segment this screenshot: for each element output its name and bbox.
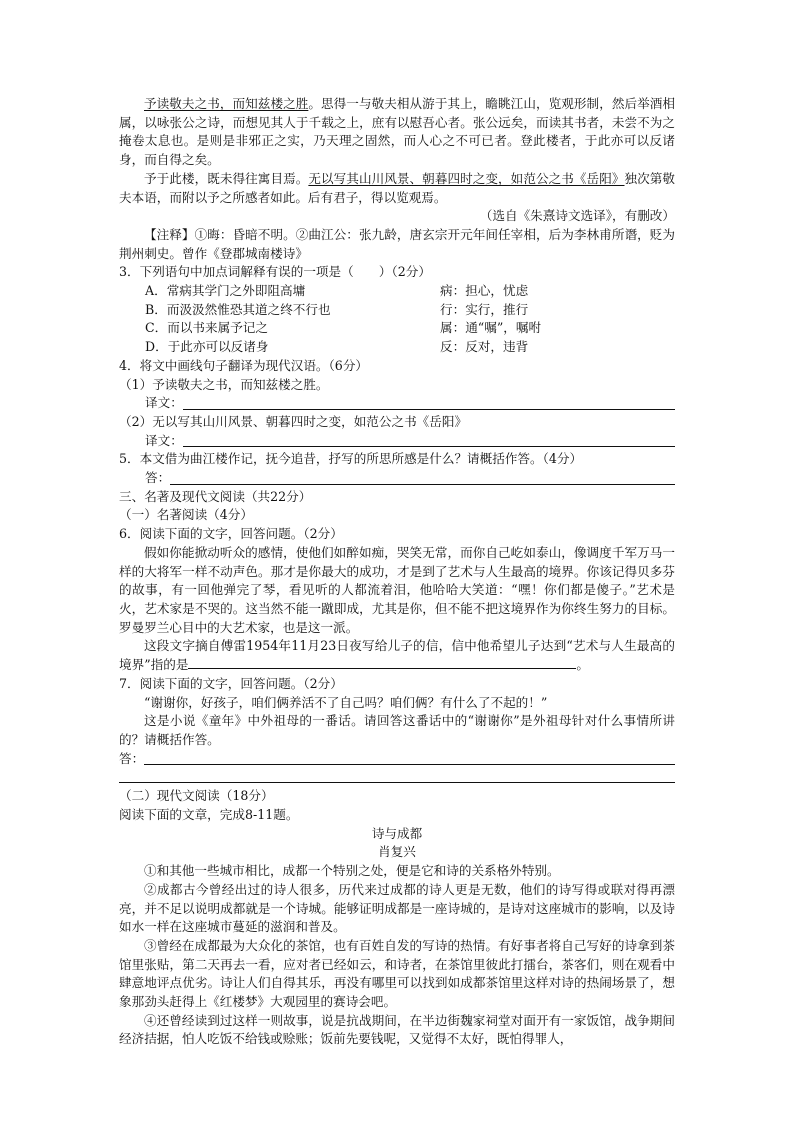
translation-1-blank[interactable] <box>183 395 675 410</box>
article-paragraph-4: ④还曾经读到过这样一则故事，说是抗战期间，在半边街魏家祠堂对面开有一家饭馆，战争期间经济拮据，怕人吃饭不给钱或赊账；饭前先要钱呢，又觉得不太好，既怕得罪人， <box>119 1012 675 1047</box>
q5-stem: 5．本文借为曲江楼作记，抚今追昔，抒写的所思所感是什么？请概括作答。（4分） <box>119 451 583 467</box>
q3-option-a: A．常病其学门之外即阻高墉 病：担心，忧虑 <box>145 283 529 299</box>
translation-2-blank[interactable] <box>183 432 675 447</box>
q7-question: 这是小说《童年》中外祖母的一番话。请回答这番话中的“谢谢你”是外祖母针对什么事情所讲的？请概括作答。 <box>119 713 675 747</box>
q7-answer-blank-1[interactable] <box>144 750 675 765</box>
q7-answer: 答： <box>119 750 675 769</box>
q3-option-b: B．而汲汲然惟恐其道之终不行也 行：实行，推行 <box>145 301 529 317</box>
q3-stem: 3．下列语句中加点词解释有误的一项是（ ）（2分） <box>119 264 431 280</box>
article-paragraph-2: ②成都古今曾经出过的诗人很多，历代来过成都的诗人更是无数，他们的诗写得或联对得再漂亮，并不足以说明成都就是一个诗城。能够证明成都是一座诗城的，是诗对这座城市的影响，以及诗如水一样在这座城市蔓延的滋润和普及。 <box>119 881 675 935</box>
q7-answer-blank-2[interactable] <box>119 768 675 783</box>
passage-paragraph-2: 予于此楼，既未得往寓目焉。无以写其山川风景、朝暮四时之变，如范公之书《岳阳》独次第敬夫本语，而附以予之所感者如此。后有君子，得以览观焉。 <box>119 170 676 205</box>
underlined-sentence-2: 无以写其山川风景、朝暮四时之变，如范公之书《岳阳》 <box>308 170 625 186</box>
passage-note: 【注释】①晦：昏暗不明。②曲江公：张九龄，唐玄宗开元年间任宰相，后为李林甫所谮，贬为荆州刺史。曾作《登郡城南楼诗》 <box>119 226 675 261</box>
section-3-sub-1: （一）名著阅读（4分） <box>119 507 253 523</box>
article-paragraph-3: ③曾经在成都最为大众化的茶馆，也有百姓自发的写诗的热情。有好事者将自己写好的诗拿到茶馆里张贴，第二天再去一看，应对者已经如云，和诗者，在茶馆里彼此打擂台，茶客们，则在观看中肆意地评点优劣。诗让人们自得其乐，再没有哪里可以找到如成都茶馆里这样对诗的热闹场景了，想象那劲头赶得上《红楼梦》大观园里的赛诗会吧。 <box>119 937 675 1010</box>
q5-answer: 答： <box>119 469 675 488</box>
article-paragraph-1: ①和其他一些城市相比，成都一个特别之处，便是它和诗的关系格外特别。 <box>144 863 560 879</box>
passage-paragraph-1: 予读敬夫之书，而知兹楼之胜。思得一与敬夫相从游于其上，瞻眺江山，览观形制，然后举酒相属，以咏张公之诗，而想见其人于千载之上，庶有以慰吾心者。张公远矣，而读其书者，未尝不为之掩卷太息也。是则是非邪正之实，乃天理之固然，而人心之不可已者。登此楼者，于此亦可以反诸身，而自得之矣。 <box>119 96 676 168</box>
section-3-sub-2: （二）现代文阅读（18分） <box>119 788 274 804</box>
section-3-heading: 三、名著及现代文阅读（共22分） <box>119 488 312 504</box>
q5-answer-blank[interactable] <box>170 470 675 485</box>
q7-stem: 7．阅读下面的文字，回答问题。（2分） <box>119 675 343 691</box>
q3-option-c: C．而以书来属予记之 属：通“嘱”，嘱咐 <box>145 320 542 336</box>
document-content <box>119 95 675 1049</box>
q7-quote: “谢谢你，好孩子，咱们俩养活不了自己吗？咱们俩？有什么了不起的！” <box>144 694 548 710</box>
underlined-sentence-1: 予读敬夫之书，而知兹楼之胜 <box>144 96 309 111</box>
q6-stem: 6．阅读下面的文字，回答问题。（2分） <box>119 526 343 542</box>
q6-text: 假如你能掀动听众的感情，使他们如醉如痴，哭笑无常，而你自己屹如泰山，像调度千军万马一样的大将军一样不动声色。那才是你最大的成功，才是到了艺术与人生最高的境界。你该记得贝多芬的故事，有一回他弹完了琴，看见听的人都流着泪，他哈哈大笑道：“嘿！你们都是傻子。”艺术是火，艺术家是不哭的。这当然不能一蹴即成，尤其是你，但不能不把这境界作为你终生努力的目标。罗曼罗兰心目中的大艺术家，也是这一派。 <box>119 544 675 635</box>
article-title: 诗与成都 <box>371 825 423 841</box>
q4-sentence-1: （1）予读敬夫之书，而知兹楼之胜。 <box>119 376 329 392</box>
q4-translation-2: 译文： <box>119 432 675 451</box>
q3-option-d: D．于此亦可以反诸身 反：反对，违背 <box>145 339 529 355</box>
q6-answer-blank[interactable] <box>188 656 576 669</box>
q6-question: 这段文字摘自傅雷1954年11月23日夜写给儿子的信，信中他希望儿子达到“艺术与人生最高的境界”指的是 。 <box>119 638 675 673</box>
q4-sentence-2: （2）无以写其山川风景、朝暮四时之变，如范公之书《岳阳》 <box>119 413 468 429</box>
article-author: 肖复兴 <box>378 844 416 860</box>
q4-stem: 4．将文中画线句子翻译为现代汉语。（6分） <box>119 357 369 373</box>
q4-translation-1: 译文： <box>119 394 675 413</box>
article-instruction: 阅读下面的文章，完成8-11题。 <box>119 807 299 823</box>
passage-source: （选自《朱熹诗文选译》，有删改） <box>479 208 675 224</box>
